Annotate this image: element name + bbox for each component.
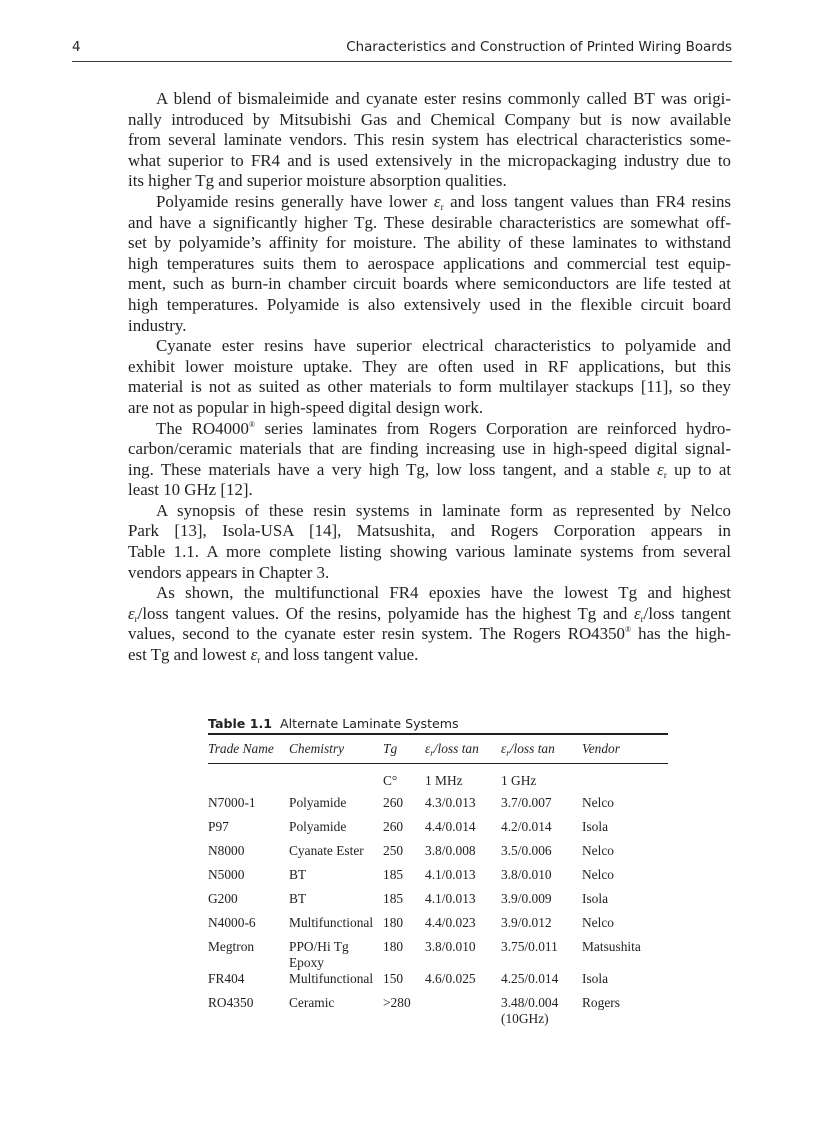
vendor-cell: Isola (582, 971, 609, 986)
subscript-r: r (640, 613, 644, 624)
subscript-r: r (506, 748, 510, 758)
table-row (208, 939, 668, 971)
paragraph-polyamide (128, 192, 731, 336)
table-row (208, 795, 668, 819)
header-chemistry: Chemistry (289, 739, 383, 764)
table-label: Table 1.1 (208, 716, 273, 731)
tg-cell: >280 (383, 995, 411, 1010)
loss-1mhz-cell: 3.8/0.010 (425, 939, 476, 954)
table-row (208, 971, 668, 995)
tg-cell: 250 (383, 843, 404, 858)
text-line: est Tg and lowest $\varepsilon_r$ and loss tangent value. (128, 645, 419, 666)
text-line: what superior to FR4 and is used extensively in the micropackaging industry due to (128, 150, 731, 170)
epsilon-symbol: ε (128, 603, 135, 623)
laminate-table-block (208, 716, 668, 1027)
text-line: and have a significantly higher Tg. These desirable characteristics are somewhat off- (128, 212, 731, 232)
tg-cell: 260 (383, 819, 404, 834)
tg-cell: 180 (383, 915, 404, 930)
vendor-cell: Nelco (582, 915, 614, 930)
loss-1ghz-cell: 3.5/0.006 (501, 843, 552, 858)
subscript-r: r (663, 469, 667, 480)
vendor-cell: Rogers (582, 995, 620, 1010)
epsilon-symbol: ε (433, 191, 441, 211)
header-trade-name: Trade Name (208, 739, 289, 764)
paragraph-ro4000 (128, 419, 731, 501)
text-line: set by polyamide’s affinity for moisture. The ability of these laminates to withstand (128, 233, 731, 253)
loss-1mhz-cell (425, 995, 501, 1027)
page-number: 4 (72, 40, 81, 55)
chemistry-cell: Multifunctional (289, 971, 374, 986)
text-line: vendors appears in Chapter 3. (128, 562, 330, 582)
header-tg: Tg (383, 739, 425, 764)
loss-1mhz-cell: 4.4/0.014 (425, 819, 476, 834)
chemistry-cell: BT (289, 867, 307, 882)
units-row (208, 764, 668, 796)
running-title: Characteristics and Construction of Printed Wiring Boards (346, 40, 732, 55)
paragraph-bt-resins (128, 89, 731, 192)
text-line: A blend of bismaleimide and cyanate ester resins commonly called BT was origi- (156, 89, 731, 108)
subscript-r: r (257, 655, 261, 666)
vendor-cell: Nelco (582, 843, 614, 858)
table-row (208, 915, 668, 939)
chemistry-cell: Ceramic (289, 995, 335, 1010)
vendor-cell: Isola (582, 819, 609, 834)
text-line: Table 1.1. A more complete listing showing various laminate systems from several (128, 542, 731, 562)
text-line: ing. These materials have a very high Tg, low loss tangent, and a stable $\varepsilon_r$ up to at (128, 459, 732, 480)
unit-1mhz: 1 MHz (425, 773, 463, 788)
loss-1mhz-cell: 4.4/0.023 (425, 915, 476, 930)
chemistry-cell: Multifunctional (289, 915, 374, 930)
text-line: Park [13], Isola-USA [14], Matsushita, and Rogers Corporation appears in (128, 521, 731, 541)
table-row (208, 843, 668, 867)
trade-name-cell: RO4350 (208, 995, 254, 1010)
header-loss-1ghz: $\varepsilon_r$/loss tan (501, 739, 582, 764)
loss-1mhz-cell: 4.3/0.013 (425, 795, 476, 810)
text-line: A synopsis of these resin systems in laminate form as represented by Nelco (156, 500, 731, 520)
loss-1ghz-cell: 3.9/0.009 (501, 891, 552, 906)
subscript-r: r (134, 613, 138, 624)
subscript-r: r (430, 748, 434, 758)
loss-1mhz-cell: 4.6/0.025 (425, 971, 476, 986)
tg-cell: 260 (383, 795, 404, 810)
epsilon-symbol: ε (633, 603, 641, 623)
loss-1ghz-cell: 3.8/0.010 (501, 867, 552, 882)
chemistry-cell: PPO/Hi Tg Epoxy (289, 939, 349, 970)
epsilon-symbol: ε (425, 741, 431, 756)
subscript-r: r (440, 201, 444, 212)
table-header-row (208, 739, 668, 764)
text-line: As shown, the multifunctional FR4 epoxies have the lowest Tg and highest (156, 583, 731, 603)
vendor-cell: Nelco (582, 867, 614, 882)
chemistry-cell: Polyamide (289, 819, 347, 834)
header-loss-1mhz: $\varepsilon_r$/loss tan (425, 739, 501, 764)
tg-cell: 185 (383, 891, 404, 906)
tg-cell: 180 (383, 939, 404, 954)
loss-1ghz-cell: 4.2/0.014 (501, 819, 552, 834)
loss-1ghz-cell: 3.75/0.011 (501, 939, 558, 954)
header-vendor: Vendor (582, 739, 668, 764)
trade-name-cell: N4000-6 (208, 915, 256, 930)
trade-name-cell: FR404 (208, 971, 245, 986)
text-line: material is not as suited as other materials to form multilayer stackups [11], so they (128, 377, 731, 397)
epsilon-symbol: ε (501, 741, 507, 756)
loss-1ghz-cell: 3.9/0.012 (501, 915, 552, 930)
text-line: nally introduced by Mitsubishi Gas and Chemical Company but is now available (128, 109, 731, 129)
text-line: industry. (128, 315, 187, 335)
text-line: high temperatures suits them to aerospace applications and commercial test equip- (128, 253, 731, 273)
trade-name-cell: N7000-1 (208, 795, 256, 810)
text-line: high temperatures. Polyamide is also extensively used in the flexible circuit board (128, 294, 731, 314)
body-text (128, 89, 731, 666)
text-line: are not as popular in high-speed digital design work. (128, 397, 484, 417)
text-line: Cyanate ester resins have superior electrical characteristics to polyamide and (156, 336, 731, 356)
vendor-cell: Nelco (582, 795, 614, 810)
table-row (208, 891, 668, 915)
unit-1ghz: 1 GHz (501, 773, 537, 788)
trade-name-cell: P97 (208, 819, 229, 834)
table-row (208, 867, 668, 891)
tg-cell: 150 (383, 971, 404, 986)
table-caption (208, 716, 668, 735)
text-line: from several laminate vendors. This resin system has electrical characteristics some- (128, 130, 731, 150)
text-line: carbon/ceramic materials that are finding increasing use in high-speed digital signal- (128, 439, 731, 459)
text-line: The RO4000® series laminates from Rogers Corporation are reinforced hydro- (156, 418, 731, 438)
tg-cell: 185 (383, 867, 404, 882)
trade-name-cell: N8000 (208, 843, 245, 858)
trade-name-cell: Megtron (208, 939, 255, 954)
loss-1mhz-cell: 3.8/0.008 (425, 843, 476, 858)
loss-1ghz-cell: 4.25/0.014 (501, 971, 559, 986)
epsilon-symbol: ε (657, 459, 664, 479)
running-header (72, 38, 732, 62)
paragraph-summary (128, 583, 731, 665)
registered-mark: ® (248, 419, 256, 429)
laminate-table (208, 739, 668, 1027)
vendor-cell: Isola (582, 891, 609, 906)
chemistry-cell: Cyanate Ester (289, 843, 364, 858)
trade-name-cell: N5000 (208, 867, 245, 882)
vendor-cell: Matsushita (582, 939, 641, 954)
registered-mark: ® (624, 625, 632, 635)
table-title: Alternate Laminate Systems (280, 716, 459, 731)
epsilon-symbol: ε (250, 645, 258, 665)
table-row (208, 995, 668, 1027)
loss-1mhz-cell: 4.1/0.013 (425, 867, 476, 882)
chemistry-cell: Polyamide (289, 795, 347, 810)
text-line: least 10 GHz [12]. (128, 480, 253, 500)
table-row (208, 819, 668, 843)
paragraph-cyanate-ester (128, 336, 731, 418)
paragraph-synopsis (128, 501, 731, 583)
text-line: $\varepsilon_r$/loss tangent values. Of the resins, polyamide has the highest Tg and $\varepsilon_r$/loss tangent (128, 603, 731, 624)
text-line: Polyamide resins generally have lower $\varepsilon_r$ and loss tangent values than FR4 resins (156, 191, 731, 212)
unit-tg: C° (383, 773, 398, 788)
loss-1ghz-cell: 3.7/0.007 (501, 795, 552, 810)
text-line: ment, such as burn-in chamber circuit boards where semiconductors are life tested at (128, 274, 731, 294)
loss-1mhz-cell: 4.1/0.013 (425, 891, 476, 906)
text-line: its higher Tg and superior moisture absorption qualities. (128, 171, 507, 191)
text-line: exhibit lower moisture uptake. They are often used in RF applications, but this (128, 356, 731, 376)
text-line: values, second to the cyanate ester resin system. The Rogers RO4350® has the high- (128, 624, 731, 644)
chemistry-cell: BT (289, 891, 307, 906)
trade-name-cell: G200 (208, 891, 238, 906)
loss-1ghz-cell: 3.48/0.004 (10GHz) (501, 995, 559, 1026)
